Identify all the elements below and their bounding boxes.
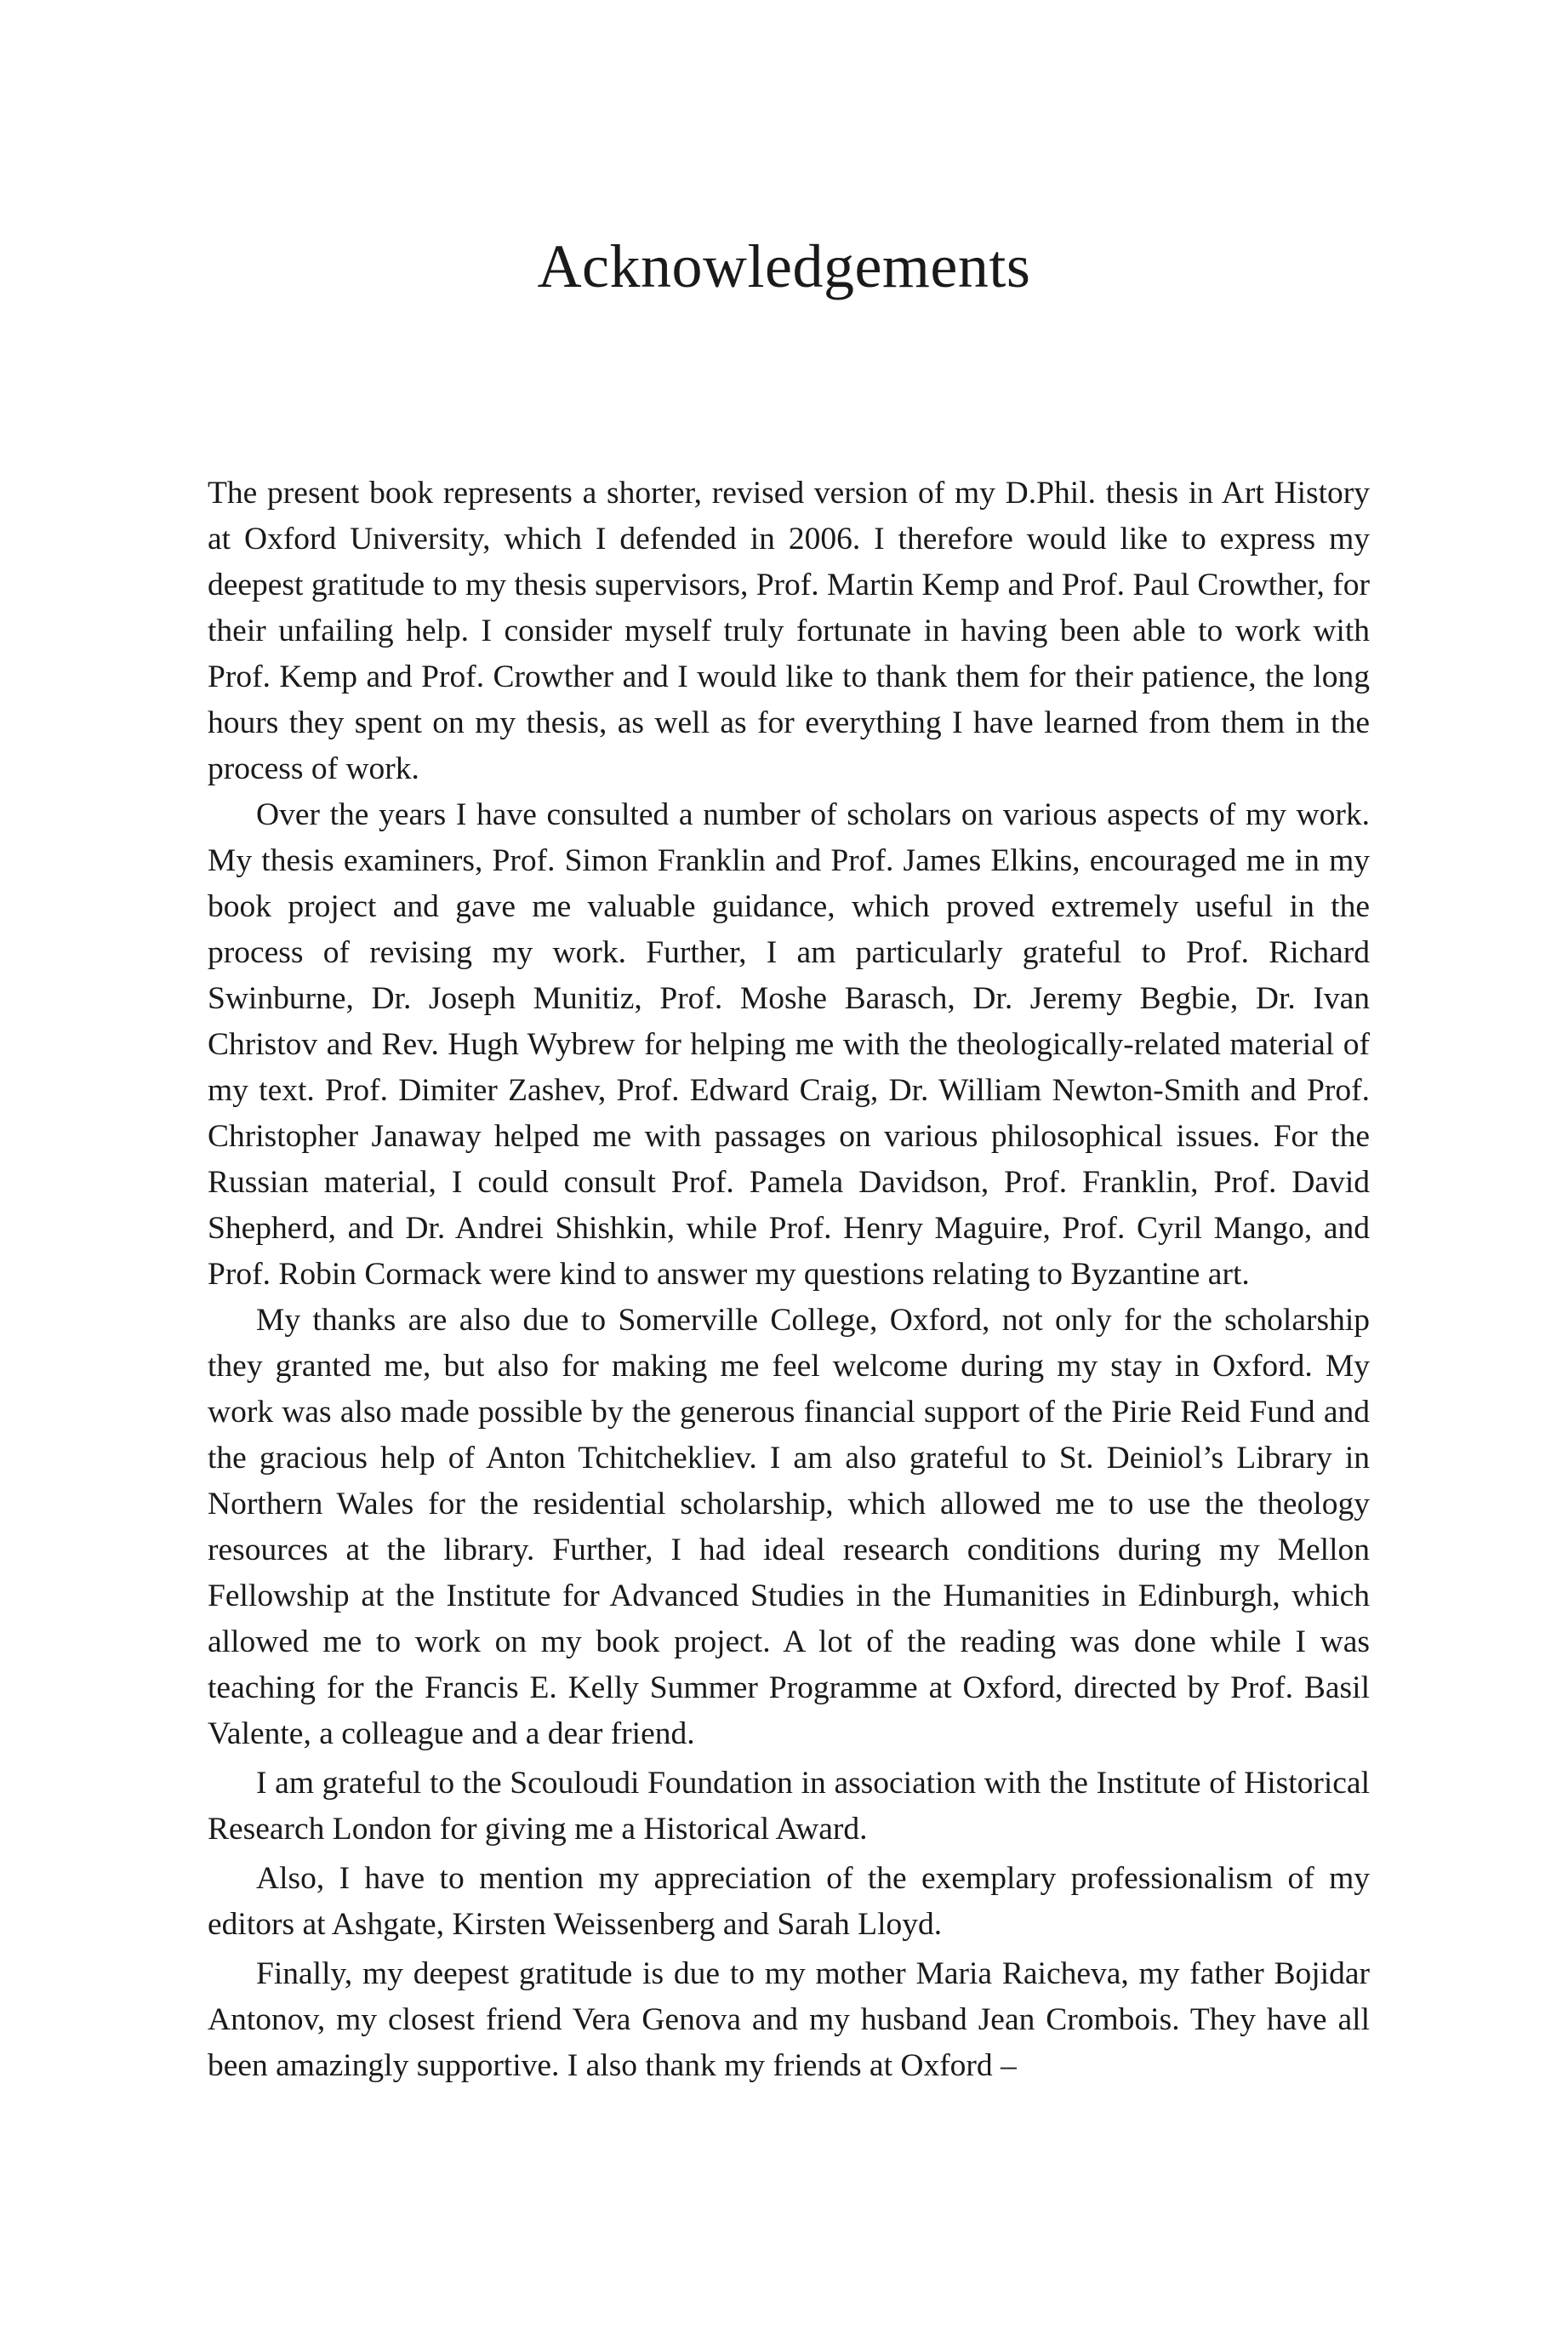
paragraph-consulted-scholars: Over the years I have consulted a number of scholars on various aspects of my work. My thesis examiners, Prof. Simon Franklin and Prof. James Elkins, encouraged me in my book project and gave me valuable guidance, which proved extremely useful in the process of revising my work. Further, I am particularly grateful to Prof. Richard Swinburne, Dr. Joseph Munitiz, Prof. Moshe Barasch, Dr. Jeremy Begbie, Dr. Ivan Christov and Rev. Hugh Wybrew for helping me with the theologically-related material of my text. Prof. Dimiter Zashev, Prof. Edward Craig, Dr. William Newton-Smith and Prof. Christopher Janaway helped me with passages on various philosophical issues. For the Russian material, I could consult Prof. Pamela Davidson, Prof. Franklin, Prof. David Shepherd, and Dr. Andrei Shishkin, while Prof. Henry Maguire, Prof. Cyril Mango, and Prof. Robin Cormack were kind to answer my questions relating to Byzantine art. [208, 797, 1370, 1292]
acknowledgements-body [208, 471, 1370, 2089]
paragraph-funding-institutions: My thanks are also due to Somerville College, Oxford, not only for the scholarship they granted me, but also for making me feel welcome during my stay in Oxford. My work was also made possible by the generous financial support of the Pirie Reid Fund and the gracious help of Anton Tchitchekliev. I am also grateful to St. Deiniol’s Library in Northern Wales for the residential scholarship, which allowed me to use the theology resources at the library. Further, I had ideal research conditions during my Mellon Fellowship at the Institute for Advanced Studies in the Humanities in Edinburgh, which allowed me to work on my book project. A lot of the reading was done while I was teaching for the Francis E. Kelly Summer Programme at Oxford, directed by Prof. Basil Valente, a colleague and a dear friend. [208, 1303, 1370, 1751]
paragraph-family-friends: Finally, my deepest gratitude is due to my mother Maria Raicheva, my father Bojidar Antonov, my closest friend Vera Genova and my husband Jean Crombois. They have all been amazingly supportive. I also thank my friends at Oxford – [208, 1956, 1370, 2083]
paragraph-editors: Also, I have to mention my appreciation of the exemplary professionalism of my editors at Ashgate, Kirsten Weissenberg and Sarah Lloyd. [208, 1861, 1370, 1942]
page-title: Acknowledgements [537, 232, 1031, 300]
paragraph-thesis-supervisors: The present book represents a shorter, revised version of my D.Phil. thesis in Art History at Oxford University, which I defended in 2006. I therefore would like to express my deepest gratitude to my thesis supervisors, Prof. Martin Kemp and Prof. Paul Crowther, for their unfailing help. I consider myself truly fortunate in having been able to work with Prof. Kemp and Prof. Crowther and I would like to thank them for their patience, the long hours they spent on my thesis, as well as for everything I have learned from them in the process of work. [208, 476, 1370, 786]
paragraph-scouloudi-foundation: I am grateful to the Scouloudi Foundation in association with the Institute of Historical Research London for giving me a Historical Award. [208, 1766, 1370, 1847]
